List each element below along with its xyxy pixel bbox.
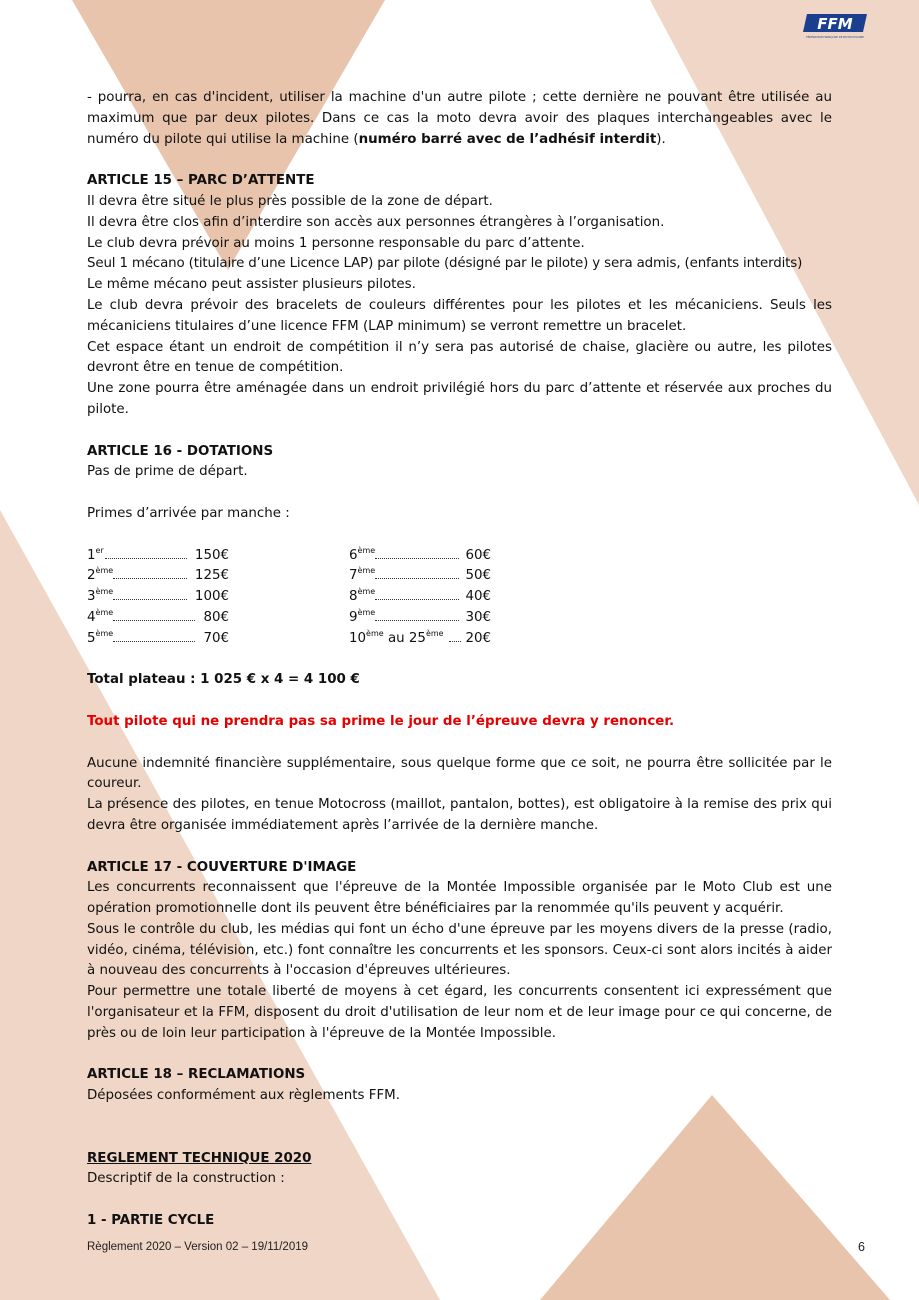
- logo-text: FFM: [817, 15, 853, 33]
- prize-row: 1er 150€: [87, 545, 229, 563]
- article15-line: Le club devra prévoir des bracelets de couleurs différentes pour les pilotes et les mécaniciens. Seuls les mécaniciens titulaires d’une licence FFM (LAP minimum) se verront remettre un bracelet.: [87, 297, 832, 334]
- article17-paragraph: Les concurrents reconnaissent que l'épreuve de la Montée Impossible organisée par le Moto Club est une opération promotionnelle dont ils peuvent être bénéficiaires par la renommée qu'ils peuvent y acquérir.: [87, 880, 832, 917]
- article15-line: Seul 1 mécano (titulaire d’une Licence LAP) par pilote (désigné par le pilote) y sera admis, (enfants interdits): [87, 256, 803, 272]
- article15-line: Le club devra prévoir au moins 1 personne responsable du parc d’attente.: [87, 235, 585, 251]
- document-body: [87, 88, 832, 1232]
- prize-row: 8ème 40€: [349, 587, 491, 605]
- prize-row: 2ème 125€: [87, 566, 229, 584]
- prize-row: 4ème 80€: [87, 607, 229, 625]
- prize-row: 5ème 70€: [87, 628, 229, 646]
- article16-paragraph: La présence des pilotes, en tenue Motocross (maillot, pantalon, bottes), est obligatoire à la remise des prix qui devra être organisée immédiatement après l’arrivée de la dernière manche.: [87, 797, 832, 833]
- technique-subtitle: Descriptif de la construction :: [87, 1171, 285, 1187]
- no-start-prime: Pas de prime de départ.: [87, 464, 248, 480]
- prize-row: 9ème 30€: [349, 607, 491, 625]
- prize-row: 6ème 60€: [349, 545, 491, 563]
- primes-label: Primes d’arrivée par manche :: [87, 505, 290, 521]
- prize-row: 10ème au 25ème 20€: [349, 628, 491, 646]
- article15-line: Une zone pourra être aménagée dans un endroit privilégié hors du parc d’attente et réservée aux proches du pilote.: [87, 381, 832, 417]
- prize-table: [87, 546, 832, 650]
- article16-title: ARTICLE 16 - DOTATIONS: [87, 443, 274, 459]
- total-plateau: Total plateau : 1 025 € x 4 = 4 100 €: [87, 672, 360, 688]
- logo-subtext: FÉDÉRATION FRANÇAISE DE MOTOCYCLISME: [806, 36, 864, 39]
- article15-title: ARTICLE 15 – PARC D’ATTENTE: [87, 173, 315, 189]
- ffm-logo: [801, 14, 867, 44]
- section-title: 1 - PARTIE CYCLE: [87, 1213, 215, 1229]
- article15-line: Le même mécano peut assister plusieurs pilotes.: [87, 277, 416, 293]
- prize-row: 7ème 50€: [349, 566, 491, 584]
- article18-title: ARTICLE 18 – RECLAMATIONS: [87, 1067, 306, 1083]
- article15-line: Il devra être situé le plus près possible de la zone de départ.: [87, 193, 493, 209]
- article17-paragraph: Sous le contrôle du club, les médias qui font un écho d'une épreuve par les moyens divers de la presse (radio, vidéo, cinéma, télévision, etc.) font connaître les concurrents et les sponsors. Ceux-ci sont alors incités à aider à nouveau des concurrents à l'occasion d'épreuves ultérieures.: [87, 921, 832, 979]
- prize-warning: Tout pilote qui ne prendra pas sa prime le jour de l’épreuve devra y renoncer.: [87, 713, 675, 729]
- article17-paragraph: Pour permettre une totale liberté de moyens à cet égard, les concurrents consentent ici expressément que l'organisateur et la FFM, disposent du droit d'utilisation de leur nom et de leur image pour ce qui concerne, de près ou de loin leur participation à l'épreuve de la Montée Impossible.: [87, 984, 832, 1041]
- page-number: 6: [858, 1240, 865, 1254]
- article18-text: Déposées conformément aux règlements FFM.: [87, 1088, 400, 1104]
- prize-row: 3ème 100€: [87, 587, 229, 605]
- article17-title: ARTICLE 17 - COUVERTURE D'IMAGE: [87, 859, 357, 875]
- intro-paragraph: - pourra, en cas d'incident, utiliser la machine d'un autre pilote ; cette dernière ne pouvant être utilisée au maximum que par deux pilotes. Dans ce cas la moto devra avoir des plaques interchangeables avec le numéro du pilote qui utilise la machine (numéro barré avec de l’adhésif interdit).: [87, 90, 832, 147]
- article15-line: Il devra être clos afin d’interdire son accès aux personnes étrangères à l’organisation.: [87, 214, 665, 230]
- article16-paragraph: Aucune indemnité financière supplémentaire, sous quelque forme que ce soit, ne pourra être sollicitée par le coureur.: [87, 755, 832, 792]
- article15-line: Cet espace étant un endroit de compétition il n’y sera pas autorisé de chaise, glacière ou autre, les pilotes devront être en tenue de compétition.: [87, 339, 832, 376]
- technique-title: REGLEMENT TECHNIQUE 2020: [87, 1150, 312, 1166]
- footer-version: Règlement 2020 – Version 02 – 19/11/2019: [87, 1241, 309, 1253]
